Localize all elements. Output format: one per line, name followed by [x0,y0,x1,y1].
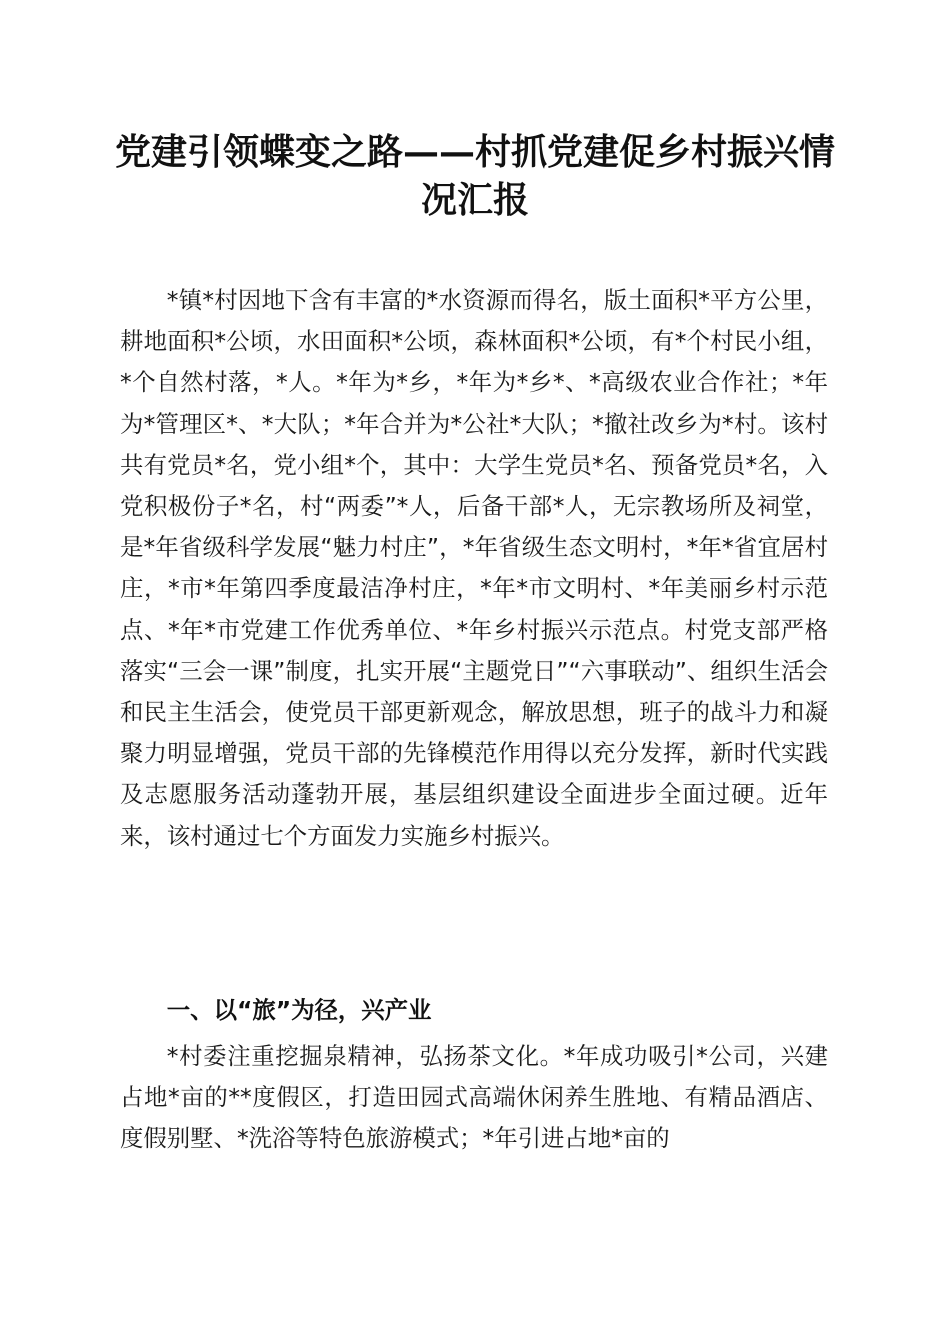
document-title: 党建引领蝶变之路——村抓党建促乡村振兴情况汇报 [114,131,835,221]
intro-paragraph: *镇*村因地下含有丰富的*水资源而得名，版土面积*平方公里，耕地面积*公顷，水田面积*公顷，森林面积*公顷，有*个村民小组，*个自然村落，*人。*年为*乡，*年为*乡*、*高级农业合作社；*年为*管理区*、*大队；*年合并为*公社*大队；*撤社改乡为*村。该村共有党员*名，党小组*个，其中：大学生党员*名、预备党员*名，入党积极份子*名，村“两委”*人，后备干部*人，无宗教场所及祠堂，是*年省级科学发展“魅力村庄”，*年省级生态文明村，*年*省宜居村庄，*市*年第四季度最洁净村庄，*年*市文明村、*年美丽乡村示范点、*年*市党建工作优秀单位、*年乡村振兴示范点。村党支部严格落实“三会一课”制度，扎实开展“主题党日”“六事联动”、组织生活会和民主生活会，使党员干部更新观念，解放思想，班子的战斗力和凝聚力明显增强，党员干部的先锋模范作用得以充分发挥，新时代实践及志愿服务活动蓬勃开展，基层组织建设全面进步全面过硬。近年来，该村通过七个方面发力实施乡村振兴。 [120,286,828,850]
section-heading: 一、以“旅”为径，兴产业 [166,996,432,1024]
section-paragraph: *村委注重挖掘泉精神，弘扬茶文化。*年成功吸引*公司，兴建占地*亩的**度假区，打造田园式高端休闲养生胜地、有精品酒店、度假别墅、*洗浴等特色旅游模式；*年引进占地*亩的 [120,1042,828,1153]
